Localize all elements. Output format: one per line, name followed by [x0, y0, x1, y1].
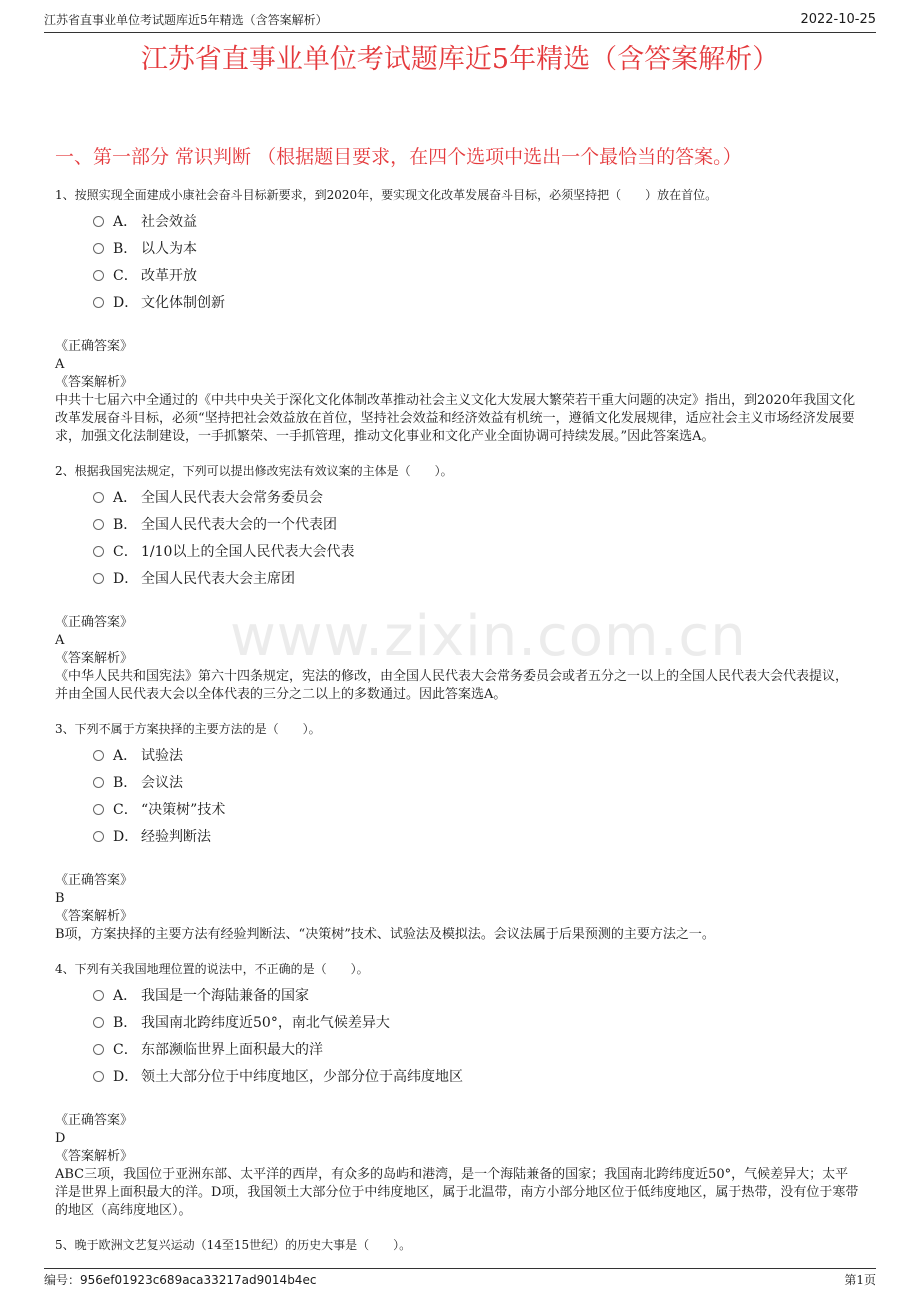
option-letter: C． — [113, 1042, 138, 1058]
option-letter: D． — [113, 1069, 139, 1085]
radio-icon[interactable] — [93, 1071, 104, 1082]
correct-answer: A — [55, 357, 65, 372]
header-doc-title: 江苏省直事业单位考试题库近5年精选（含答案解析） — [44, 13, 328, 27]
radio-icon[interactable] — [93, 546, 104, 557]
radio-icon[interactable] — [93, 804, 104, 815]
code-label: 编号： — [44, 1273, 81, 1287]
question-2 — [55, 461, 860, 704]
option-text: 经验判断法 — [141, 829, 211, 845]
analysis-text: B项，方案抉择的主要方法有经验判断法、“决策树”技术、试验法及模拟法。会议法属于后果预测的主要方法之一。 — [55, 927, 715, 942]
question-stem: 3、下列不属于方案抉择的主要方法的是（ ）。 — [55, 722, 321, 736]
option-letter: A． — [113, 748, 138, 764]
question-5-stem: 5、晚于欧洲文艺复兴运动（14至15世纪）的历史大事是（ ）。 — [55, 1238, 412, 1252]
radio-icon[interactable] — [93, 777, 104, 788]
code-value: 956ef01923c689aca33217ad9014b4ec — [80, 1273, 317, 1287]
page-header — [44, 10, 876, 33]
option-letter: B． — [113, 241, 138, 257]
question-stem: 2、根据我国宪法规定，下列可以提出修改宪法有效议案的主体是（ ）。 — [55, 464, 453, 478]
option-text: 领土大部分位于中纬度地区，少部分位于高纬度地区 — [141, 1069, 463, 1085]
radio-icon[interactable] — [93, 831, 104, 842]
option-b[interactable] — [93, 512, 860, 539]
question-stem: 4、下列有关我国地理位置的说法中，不正确的是（ ）。 — [55, 962, 369, 976]
option-b[interactable] — [93, 770, 860, 797]
option-text: 改革开放 — [141, 268, 197, 284]
page-number: 第1页 — [844, 1273, 876, 1287]
radio-icon[interactable] — [93, 990, 104, 1001]
radio-icon[interactable] — [93, 216, 104, 227]
option-b[interactable] — [93, 1010, 860, 1037]
answer-block — [55, 614, 860, 704]
analysis-label: 《答案解析》 — [55, 375, 134, 390]
correct-answer-label: 《正确答案》 — [55, 873, 134, 888]
correct-answer: A — [55, 633, 65, 648]
header-date: 2022-10-25 — [800, 12, 876, 27]
correct-answer-label: 《正确答案》 — [55, 339, 134, 354]
option-text: 会议法 — [141, 775, 183, 791]
radio-icon[interactable] — [93, 243, 104, 254]
option-letter: C． — [113, 802, 138, 818]
correct-answer: B — [55, 891, 65, 906]
watermark: www.zixin.com.cn — [230, 604, 747, 669]
document-title: 江苏省直事业单位考试题库近5年精选（含答案解析） — [140, 44, 780, 75]
option-text: “决策树”技术 — [141, 802, 226, 818]
option-text: 我国南北跨纬度近50°，南北气候差异大 — [141, 1015, 390, 1031]
option-letter: A． — [113, 214, 138, 230]
analysis-label: 《答案解析》 — [55, 1149, 134, 1164]
radio-icon[interactable] — [93, 270, 104, 281]
option-a[interactable] — [93, 983, 860, 1010]
radio-icon[interactable] — [93, 750, 104, 761]
correct-answer-label: 《正确答案》 — [55, 1113, 134, 1128]
option-text: 1/10以上的全国人民代表大会代表 — [141, 544, 355, 560]
option-text: 全国人民代表大会主席团 — [141, 571, 295, 587]
option-text: 试验法 — [141, 748, 183, 764]
radio-icon[interactable] — [93, 1017, 104, 1028]
answer-block — [55, 1112, 860, 1220]
question-3 — [55, 719, 860, 944]
option-text: 东部濒临世界上面积最大的洋 — [141, 1042, 323, 1058]
option-letter: D． — [113, 295, 139, 311]
option-a[interactable] — [93, 743, 860, 770]
option-letter: D． — [113, 571, 139, 587]
option-c[interactable] — [93, 263, 860, 290]
option-text: 全国人民代表大会的一个代表团 — [141, 517, 337, 533]
answer-block — [55, 872, 860, 944]
option-letter: C． — [113, 544, 138, 560]
option-letter: B． — [113, 517, 138, 533]
section-heading: 一、第一部分 常识判断 （根据题目要求，在四个选项中选出一个最恰当的答案。） — [55, 146, 742, 168]
option-d[interactable] — [93, 1064, 860, 1091]
option-letter: B． — [113, 1015, 138, 1031]
answer-block — [55, 338, 860, 446]
radio-icon[interactable] — [93, 1044, 104, 1055]
option-text: 全国人民代表大会常务委员会 — [141, 490, 323, 506]
analysis-label: 《答案解析》 — [55, 909, 134, 924]
radio-icon[interactable] — [93, 492, 104, 503]
option-list — [93, 743, 860, 851]
question-stem: 1、按照实现全面建成小康社会奋斗目标新要求，到2020年，要实现文化改革发展奋斗目标，必须坚持把（ ）放在首位。 — [55, 188, 718, 202]
option-text: 社会效益 — [141, 214, 197, 230]
option-d[interactable] — [93, 566, 860, 593]
option-text: 以人为本 — [141, 241, 197, 257]
option-text: 我国是一个海陆兼备的国家 — [141, 988, 309, 1004]
page-footer — [44, 1268, 876, 1291]
option-letter: A． — [113, 988, 138, 1004]
option-c[interactable] — [93, 1037, 860, 1064]
correct-answer: D — [55, 1131, 66, 1146]
option-d[interactable] — [93, 290, 860, 317]
option-letter: B． — [113, 775, 138, 791]
option-b[interactable] — [93, 236, 860, 263]
option-list — [93, 209, 860, 317]
question-4 — [55, 959, 860, 1220]
radio-icon[interactable] — [93, 519, 104, 530]
analysis-text: 中共十七届六中全通过的《中共中央关于深化文化体制改革推动社会主义文化大发展大繁荣若干重大问题的决定》指出，到2020年我国文化改革发展奋斗目标，必须“坚持把社会效益放在首位，坚持社会效益和经济效益有机统一，遵循文化发展规律，适应社会主义市场经济发展要求，加强文化法制建设，一手抓繁荣、一手抓管理，推动文化事业和文化产业全面协调可持续发展。”因此答案选A。 — [55, 393, 856, 444]
option-a[interactable] — [93, 485, 860, 512]
option-d[interactable] — [93, 824, 860, 851]
option-text: 文化体制创新 — [141, 295, 225, 311]
option-list — [93, 983, 860, 1091]
radio-icon[interactable] — [93, 297, 104, 308]
analysis-text: 《中华人民共和国宪法》第六十四条规定，宪法的修改，由全国人民代表大会常务委员会或者五分之一以上的全国人民代表大会代表提议，并由全国人民代表大会以全体代表的三分之二以上的多数通过。因此答案选A。 — [55, 669, 849, 702]
question-list — [55, 185, 860, 1255]
option-letter: A． — [113, 490, 138, 506]
question-1 — [55, 185, 860, 446]
option-a[interactable] — [93, 209, 860, 236]
document-code — [44, 1269, 316, 1291]
option-c[interactable] — [93, 797, 860, 824]
correct-answer-label: 《正确答案》 — [55, 615, 134, 630]
analysis-label: 《答案解析》 — [55, 651, 134, 666]
option-letter: D． — [113, 829, 139, 845]
radio-icon[interactable] — [93, 573, 104, 584]
option-letter: C． — [113, 268, 138, 284]
analysis-text: ABC三项，我国位于亚洲东部、太平洋的西岸，有众多的岛屿和港湾，是一个海陆兼备的国家；我国南北跨纬度近50°，气候差异大；太平洋是世界上面积最大的洋。D项，我国领土大部分位于中纬度地区，属于北温带，南方小部分地区位于低纬度地区，属于热带，没有位于寒带的地区（高纬度地区）。 — [55, 1167, 859, 1218]
option-list — [93, 485, 860, 593]
option-c[interactable] — [93, 539, 860, 566]
